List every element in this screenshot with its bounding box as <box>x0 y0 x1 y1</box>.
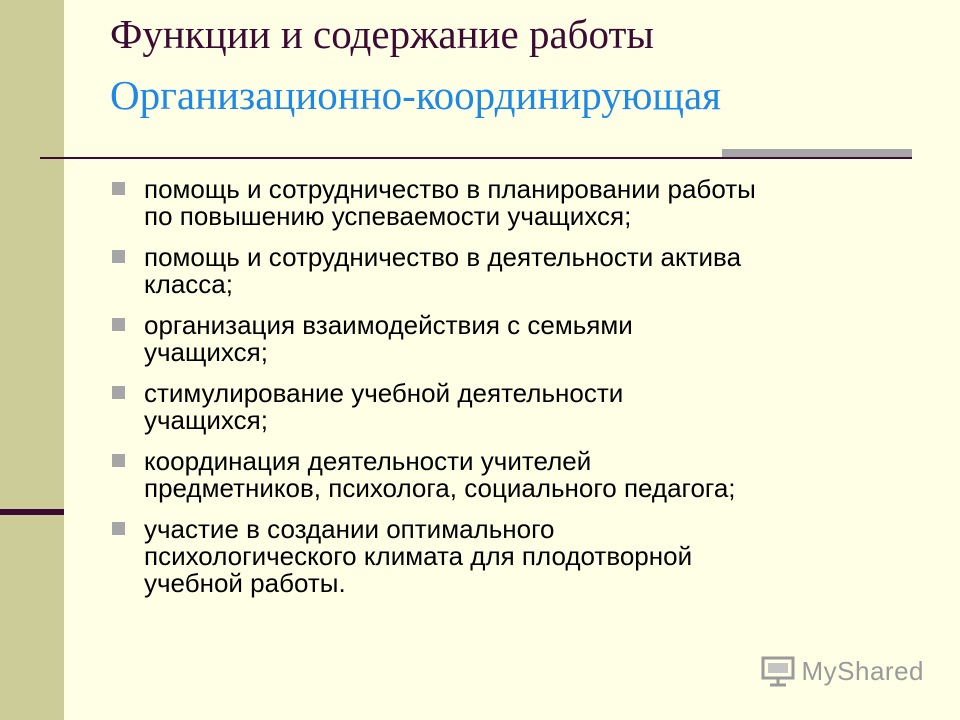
watermark-text: MyShared <box>801 655 924 686</box>
square-bullet-icon <box>112 386 125 399</box>
square-bullet-icon <box>112 522 125 535</box>
list-item-line: учащихся; <box>144 405 268 435</box>
title-divider-accent <box>722 149 912 157</box>
slide-subtitle: Организационно-координирующая <box>110 72 722 118</box>
left-accent-bar <box>0 509 64 515</box>
list-item-line: участие в создании оптимального <box>144 514 555 544</box>
list-item-line: предметников, психолога, социального педагога; <box>144 473 736 503</box>
list-item <box>110 312 910 366</box>
list-item-line: по повышению успеваемости учащихся; <box>144 201 632 231</box>
list-item-line: учебной работы. <box>144 568 346 598</box>
list-item <box>110 244 910 298</box>
left-decorative-band <box>0 0 64 720</box>
bullet-list <box>110 176 910 611</box>
slide-title: Функции и содержание работы <box>110 11 654 57</box>
list-item <box>110 448 910 502</box>
myshared-watermark <box>760 655 925 687</box>
list-item-line: класса; <box>144 269 233 299</box>
list-item-line: помощь и сотрудничество в планировании работы <box>144 174 756 204</box>
square-bullet-icon <box>112 454 125 467</box>
list-item-line: помощь и сотрудничество в деятельности актива <box>144 242 742 272</box>
list-item-line: психологического климата для плодотворной <box>144 541 693 571</box>
presentation-board-icon <box>760 655 796 687</box>
title-divider-line <box>40 157 912 159</box>
list-item <box>110 380 910 434</box>
list-item-line: стимулирование учебной деятельности <box>144 378 624 408</box>
list-item-line: координация деятельности учителей <box>144 446 592 476</box>
square-bullet-icon <box>112 250 125 263</box>
list-item <box>110 176 910 230</box>
list-item <box>110 516 910 597</box>
list-item-line: учащихся; <box>144 337 268 367</box>
square-bullet-icon <box>112 182 125 195</box>
square-bullet-icon <box>112 318 125 331</box>
list-item-line: организация взаимодействия с семьями <box>144 310 633 340</box>
